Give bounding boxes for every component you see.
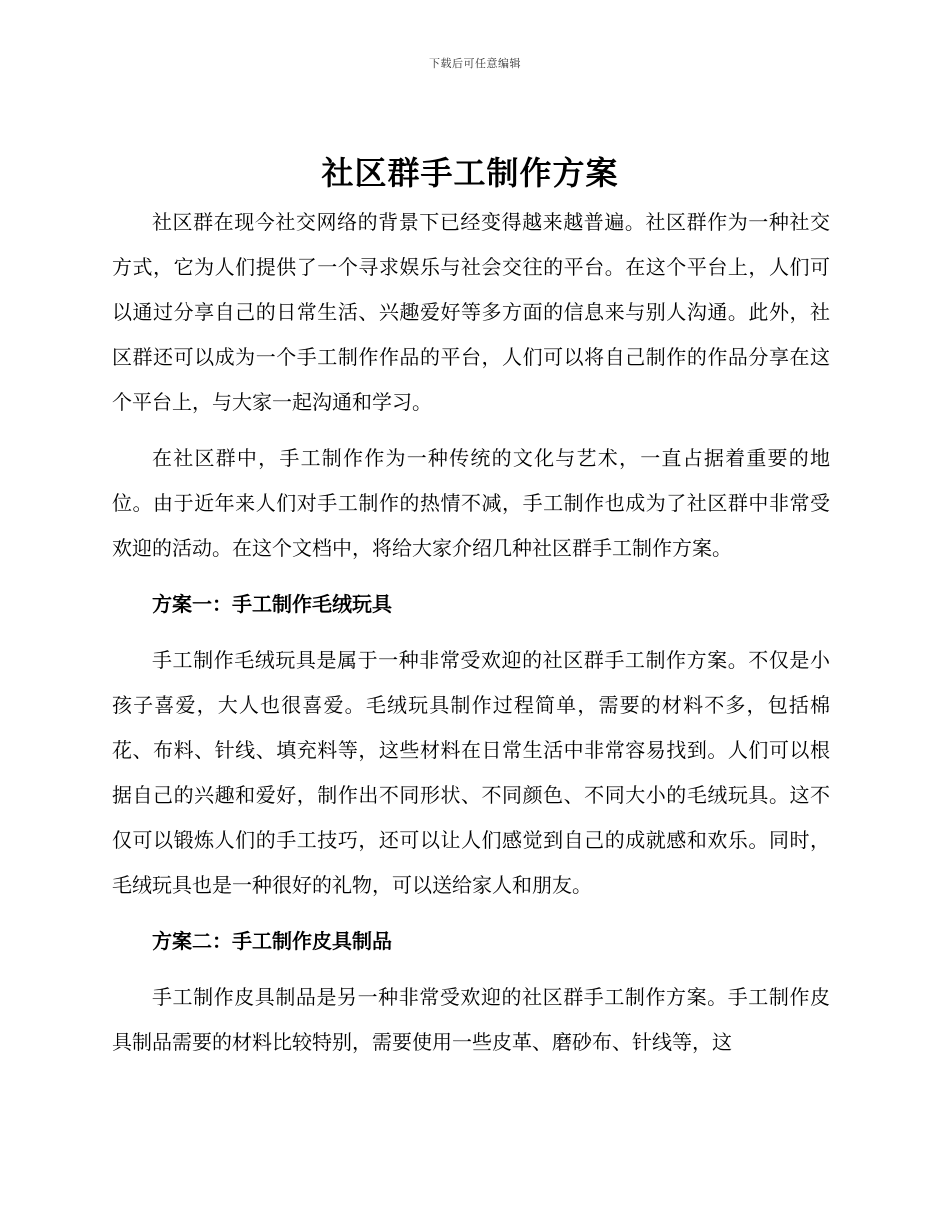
page-header-note: 下载后可任意编辑 (429, 57, 521, 70)
document-body (112, 200, 830, 1065)
intro-paragraph-2: 在社区群中，手工制作作为一种传统的文化与艺术，一直占据着重要的地位。由于近年来人们对手工制作的热情不减，手工制作也成为了社区群中非常受欢迎的活动。在这个文档中，将给大家介绍几种社区群手工制作方案。 (112, 446, 830, 560)
section-1-paragraph: 手工制作毛绒玩具是属于一种非常受欢迎的社区群手工制作方案。不仅是小孩子喜爱，大人也很喜爱。毛绒玩具制作过程简单，需要的材料不多，包括棉花、布料、针线、填充料等，这些材料在日常生活中非常容易找到。人们可以根据自己的兴趣和爱好，制作出不同形状、不同颜色、不同大小的毛绒玩具。这不仅可以锻炼人们的手工技巧，还可以让人们感觉到自己的成就感和欢乐。同时，毛绒玩具也是一种很好的礼物，可以送给家人和朋友。 (112, 648, 830, 897)
intro-paragraph-1: 社区群在现今社交网络的背景下已经变得越来越普遍。社区群作为一种社交方式，它为人们提供了一个寻求娱乐与社会交往的平台。在这个平台上，人们可以通过分享自己的日常生活、兴趣爱好等多方面的信息来与别人沟通。此外，社区群还可以成为一个手工制作作品的平台，人们可以将自己制作的作品分享在这个平台上，与大家一起沟通和学习。 (112, 210, 830, 414)
section-2-paragraph: 手工制作皮具制品是另一种非常受欢迎的社区群手工制作方案。手工制作皮具制品需要的材料比较特别，需要使用一些皮革、磨砂布、针线等，这 (112, 985, 830, 1054)
section-heading-2: 方案二：手工制作皮具制品 (152, 929, 392, 953)
document-title: 社区群手工制作方案 (321, 154, 619, 192)
section-heading-1: 方案一：手工制作毛绒玩具 (152, 592, 392, 616)
